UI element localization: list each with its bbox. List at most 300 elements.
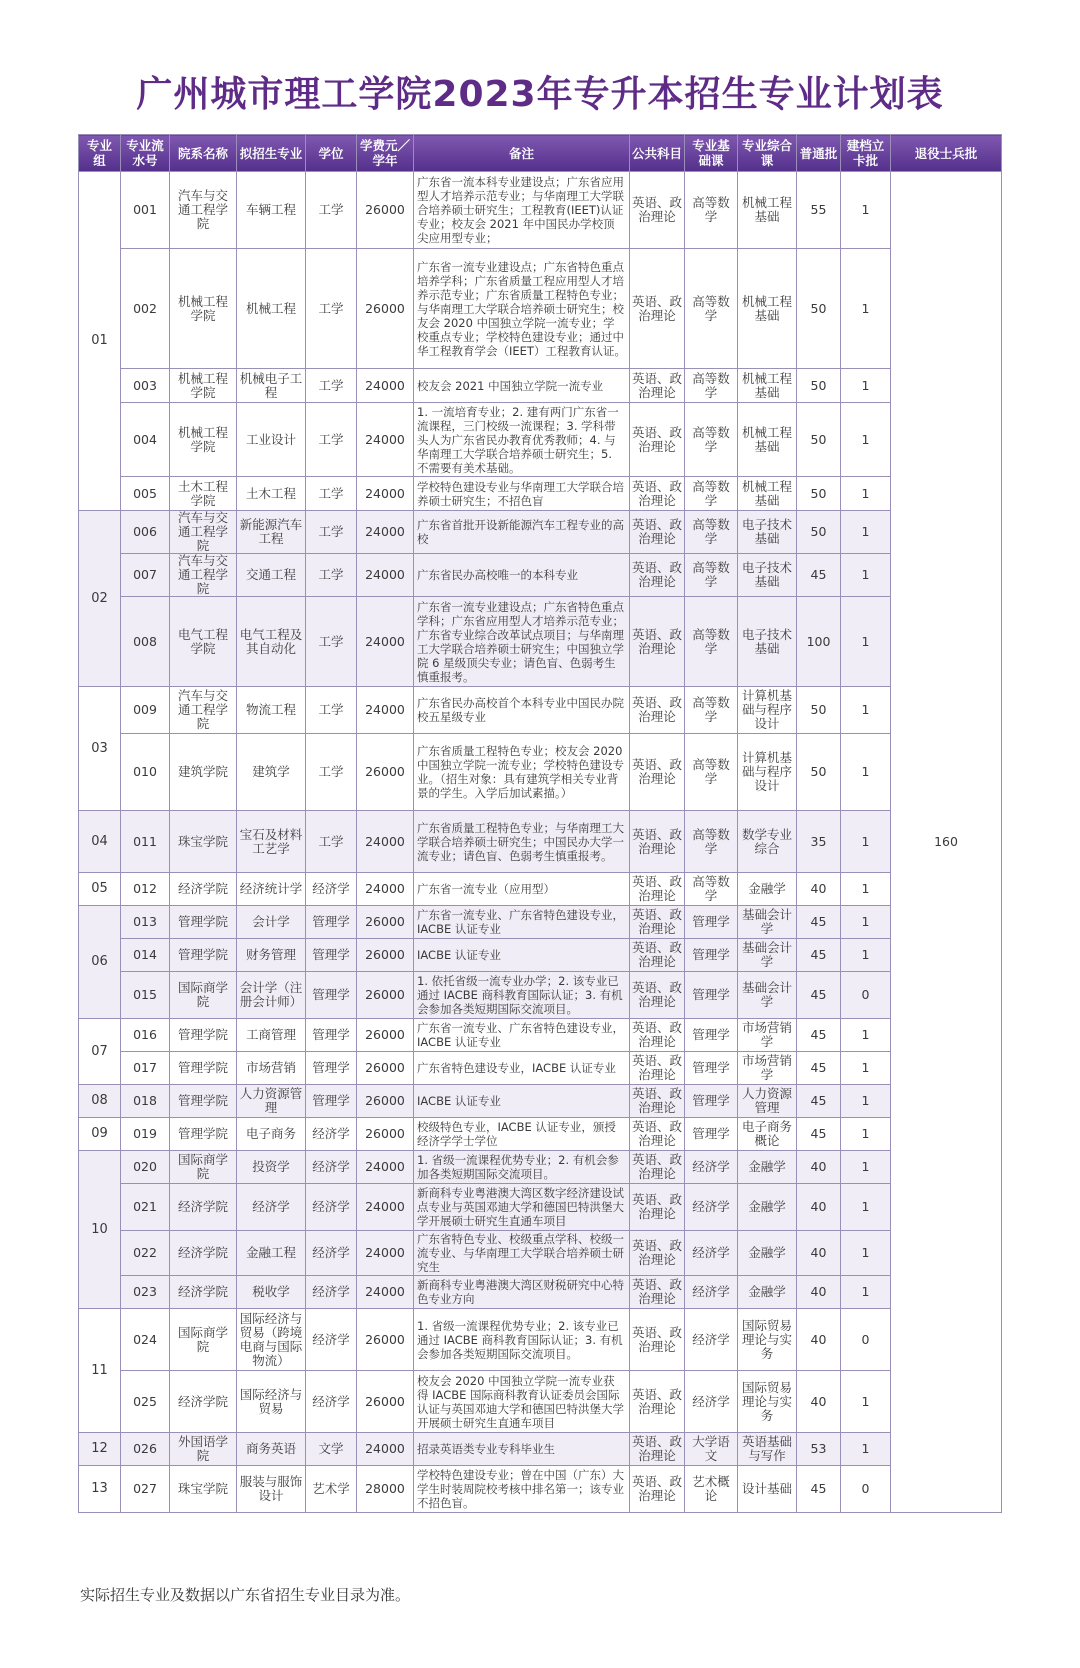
public-cell: 英语、政治理论 <box>630 249 685 369</box>
normal-cell: 50 <box>797 369 841 403</box>
normal-cell: 40 <box>797 1309 841 1371</box>
school-cell: 管理学院 <box>170 1019 237 1052</box>
serial-cell: 027 <box>121 1466 170 1513</box>
school-cell: 经济学院 <box>170 1276 237 1309</box>
public-cell: 英语、政治理论 <box>630 477 685 511</box>
public-cell: 英语、政治理论 <box>630 687 685 734</box>
school-cell: 机械工程学院 <box>170 369 237 403</box>
degree-cell: 经济学 <box>306 1309 357 1371</box>
basic-cell: 经济学 <box>685 1276 738 1309</box>
degree-cell: 工学 <box>306 554 357 597</box>
table-row <box>79 369 1002 403</box>
public-cell: 英语、政治理论 <box>630 554 685 597</box>
basic-cell: 管理学 <box>685 1118 738 1151</box>
table-row <box>79 511 1002 554</box>
normal-cell: 40 <box>797 1276 841 1309</box>
poverty-cell: 0 <box>841 1466 891 1513</box>
serial-cell: 023 <box>121 1276 170 1309</box>
note-cell: IACBE 认证专业 <box>414 939 630 972</box>
serial-cell: 015 <box>121 972 170 1019</box>
note-cell: 校级特色专业，IACBE 认证专业，颁授经济学学士学位 <box>414 1118 630 1151</box>
note-cell: IACBE 认证专业 <box>414 1085 630 1118</box>
note-cell: 广东省民办高校唯一的本科专业 <box>414 554 630 597</box>
normal-cell: 50 <box>797 477 841 511</box>
major-cell: 宝石及材料工艺学 <box>237 811 306 873</box>
note-cell: 广东省一流专业、广东省特色建设专业，IACBE 认证专业 <box>414 1019 630 1052</box>
public-cell: 英语、政治理论 <box>630 1184 685 1231</box>
table-row <box>79 477 1002 511</box>
major-cell: 国际经济与贸易 <box>237 1371 306 1433</box>
school-cell: 建筑学院 <box>170 734 237 811</box>
major-cell: 机械电子工程 <box>237 369 306 403</box>
public-cell: 英语、政治理论 <box>630 972 685 1019</box>
note-cell: 1. 省级一流课程优势专业；2. 该专业已通过 IACBE 商科教育国际认证；3. 有机会参加各类短期国际交流项目。 <box>414 1309 630 1371</box>
degree-cell: 管理学 <box>306 972 357 1019</box>
serial-cell: 008 <box>121 597 170 687</box>
table-row <box>79 1433 1002 1466</box>
serial-cell: 016 <box>121 1019 170 1052</box>
note-cell: 广东省一流专业（应用型） <box>414 873 630 906</box>
degree-cell: 经济学 <box>306 1151 357 1184</box>
public-cell: 英语、政治理论 <box>630 1433 685 1466</box>
group-id-cell: 06 <box>79 906 121 1019</box>
tuition-cell: 24000 <box>357 687 414 734</box>
comp-cell: 机械工程基础 <box>738 403 797 477</box>
degree-cell: 管理学 <box>306 1052 357 1085</box>
major-cell: 土木工程 <box>237 477 306 511</box>
tuition-cell: 24000 <box>357 1276 414 1309</box>
note-cell: 学校特色建设专业与华南理工大学联合培养硕士研究生；不招色盲 <box>414 477 630 511</box>
normal-cell: 45 <box>797 1019 841 1052</box>
serial-cell: 001 <box>121 172 170 249</box>
serial-cell: 011 <box>121 811 170 873</box>
comp-cell: 市场营销学 <box>738 1019 797 1052</box>
poverty-cell: 0 <box>841 972 891 1019</box>
group-id-cell: 05 <box>79 873 121 906</box>
degree-cell: 工学 <box>306 477 357 511</box>
normal-cell: 45 <box>797 972 841 1019</box>
public-cell: 英语、政治理论 <box>630 1231 685 1276</box>
basic-cell: 高等数学 <box>685 687 738 734</box>
normal-cell: 40 <box>797 1184 841 1231</box>
tuition-cell: 26000 <box>357 972 414 1019</box>
comp-cell: 金融学 <box>738 1151 797 1184</box>
degree-cell: 工学 <box>306 687 357 734</box>
school-cell: 国际商学院 <box>170 972 237 1019</box>
degree-cell: 经济学 <box>306 873 357 906</box>
poverty-cell: 1 <box>841 873 891 906</box>
major-cell: 投资学 <box>237 1151 306 1184</box>
group-id-cell: 07 <box>79 1019 121 1085</box>
tuition-cell: 24000 <box>357 369 414 403</box>
school-cell: 珠宝学院 <box>170 1466 237 1513</box>
comp-cell: 英语基础与写作 <box>738 1433 797 1466</box>
tuition-cell: 26000 <box>357 939 414 972</box>
comp-cell: 金融学 <box>738 1184 797 1231</box>
school-cell: 机械工程学院 <box>170 403 237 477</box>
tuition-cell: 26000 <box>357 1118 414 1151</box>
major-cell: 经济学 <box>237 1184 306 1231</box>
comp-cell: 机械工程基础 <box>738 249 797 369</box>
poverty-cell: 1 <box>841 1433 891 1466</box>
poverty-cell: 1 <box>841 369 891 403</box>
note-cell: 新商科专业粤港澳大湾区财税研究中心特色专业方向 <box>414 1276 630 1309</box>
serial-cell: 020 <box>121 1151 170 1184</box>
major-cell: 新能源汽车工程 <box>237 511 306 554</box>
major-cell: 国际经济与贸易（跨境电商与国际物流） <box>237 1309 306 1371</box>
basic-cell: 经济学 <box>685 1309 738 1371</box>
poverty-cell: 1 <box>841 1231 891 1276</box>
serial-cell: 024 <box>121 1309 170 1371</box>
degree-cell: 工学 <box>306 597 357 687</box>
tuition-cell: 24000 <box>357 403 414 477</box>
major-cell: 市场营销 <box>237 1052 306 1085</box>
degree-cell: 工学 <box>306 369 357 403</box>
public-cell: 英语、政治理论 <box>630 1019 685 1052</box>
normal-cell: 35 <box>797 811 841 873</box>
tuition-cell: 26000 <box>357 1309 414 1371</box>
major-cell: 电气工程及其自动化 <box>237 597 306 687</box>
basic-cell: 高等数学 <box>685 511 738 554</box>
major-cell: 会计学 <box>237 906 306 939</box>
normal-cell: 45 <box>797 906 841 939</box>
table-row <box>79 1052 1002 1085</box>
normal-cell: 45 <box>797 939 841 972</box>
major-cell: 财务管理 <box>237 939 306 972</box>
poverty-cell: 1 <box>841 1276 891 1309</box>
table-row <box>79 597 1002 687</box>
table-row <box>79 1151 1002 1184</box>
group-id-cell: 01 <box>79 172 121 511</box>
school-cell: 管理学院 <box>170 939 237 972</box>
serial-cell: 003 <box>121 369 170 403</box>
table-row <box>79 939 1002 972</box>
normal-cell: 45 <box>797 1118 841 1151</box>
public-cell: 英语、政治理论 <box>630 734 685 811</box>
comp-cell: 基础会计学 <box>738 939 797 972</box>
school-cell: 管理学院 <box>170 906 237 939</box>
table-row <box>79 1371 1002 1433</box>
tuition-cell: 24000 <box>357 1231 414 1276</box>
group-id-cell: 04 <box>79 811 121 873</box>
tuition-cell: 24000 <box>357 1151 414 1184</box>
public-cell: 英语、政治理论 <box>630 511 685 554</box>
basic-cell: 高等数学 <box>685 249 738 369</box>
basic-cell: 高等数学 <box>685 172 738 249</box>
public-cell: 英语、政治理论 <box>630 939 685 972</box>
tuition-cell: 26000 <box>357 1052 414 1085</box>
table-row <box>79 172 1002 249</box>
degree-cell: 管理学 <box>306 1019 357 1052</box>
basic-cell: 艺术概论 <box>685 1466 738 1513</box>
note-cell: 校友会 2021 中国独立学院一流专业 <box>414 369 630 403</box>
basic-cell: 管理学 <box>685 906 738 939</box>
school-cell: 管理学院 <box>170 1052 237 1085</box>
degree-cell: 经济学 <box>306 1118 357 1151</box>
poverty-cell: 1 <box>841 1052 891 1085</box>
normal-cell: 45 <box>797 554 841 597</box>
poverty-cell: 1 <box>841 597 891 687</box>
normal-cell: 40 <box>797 1151 841 1184</box>
comp-cell: 电子技术基础 <box>738 511 797 554</box>
major-cell: 工业设计 <box>237 403 306 477</box>
school-cell: 国际商学院 <box>170 1309 237 1371</box>
degree-cell: 管理学 <box>306 906 357 939</box>
basic-cell: 经济学 <box>685 1371 738 1433</box>
school-cell: 国际商学院 <box>170 1151 237 1184</box>
column-header: 学费元／学年 <box>357 135 414 172</box>
poverty-cell: 1 <box>841 1184 891 1231</box>
table-row <box>79 554 1002 597</box>
comp-cell: 计算机基础与程序设计 <box>738 734 797 811</box>
poverty-cell: 1 <box>841 939 891 972</box>
table-row <box>79 811 1002 873</box>
tuition-cell: 26000 <box>357 1085 414 1118</box>
table-row <box>79 1466 1002 1513</box>
tuition-cell: 28000 <box>357 1466 414 1513</box>
public-cell: 英语、政治理论 <box>630 1118 685 1151</box>
normal-cell: 50 <box>797 734 841 811</box>
serial-cell: 021 <box>121 1184 170 1231</box>
degree-cell: 管理学 <box>306 1085 357 1118</box>
group-id-cell: 11 <box>79 1309 121 1433</box>
major-cell: 商务英语 <box>237 1433 306 1466</box>
normal-cell: 100 <box>797 597 841 687</box>
basic-cell: 管理学 <box>685 1019 738 1052</box>
basic-cell: 大学语文 <box>685 1433 738 1466</box>
column-header: 公共科目 <box>630 135 685 172</box>
comp-cell: 国际贸易理论与实务 <box>738 1371 797 1433</box>
comp-cell: 机械工程基础 <box>738 477 797 511</box>
plan-table <box>78 134 1002 1513</box>
comp-cell: 人力资源管理 <box>738 1085 797 1118</box>
group-id-cell: 12 <box>79 1433 121 1466</box>
footer-note: 实际招生专业及数据以广东省招生专业目录为准。 <box>80 1586 411 1604</box>
column-header: 专业综合课 <box>738 135 797 172</box>
group-id-cell: 09 <box>79 1118 121 1151</box>
veteran-quota-cell: 160 <box>891 172 1002 1513</box>
tuition-cell: 26000 <box>357 172 414 249</box>
serial-cell: 018 <box>121 1085 170 1118</box>
group-id-cell: 03 <box>79 687 121 811</box>
basic-cell: 高等数学 <box>685 477 738 511</box>
table-row <box>79 1118 1002 1151</box>
tuition-cell: 24000 <box>357 873 414 906</box>
poverty-cell: 1 <box>841 1019 891 1052</box>
tuition-cell: 24000 <box>357 1433 414 1466</box>
note-cell: 广东省一流专业、广东省特色建设专业，IACBE 认证专业 <box>414 906 630 939</box>
public-cell: 英语、政治理论 <box>630 1151 685 1184</box>
note-cell: 广东省一流专业建设点；广东省特色重点培养学科；广东省质量工程应用型人才培养示范专业；广东省质量工程特色专业；与华南理工大学联合培养硕士研究生；校友会 2020 中国独立学院一流专业；学校重点专业；学校特色建设专业；通过中华工程教育学会（IEET）工程教育认证。 <box>414 249 630 369</box>
public-cell: 英语、政治理论 <box>630 172 685 249</box>
poverty-cell: 1 <box>841 1085 891 1118</box>
poverty-cell: 1 <box>841 403 891 477</box>
public-cell: 英语、政治理论 <box>630 1371 685 1433</box>
column-header: 退役士兵批 <box>891 135 1002 172</box>
degree-cell: 经济学 <box>306 1231 357 1276</box>
poverty-cell: 1 <box>841 906 891 939</box>
basic-cell: 经济学 <box>685 1184 738 1231</box>
note-cell: 广东省一流专业建设点；广东省特色重点学科；广东省应用型人才培养示范专业；广东省专业综合改革试点项目；与华南理工大学联合培养硕士研究生；中国独立学院 6 星级顶尖专业；请色盲、色弱考生慎重报考。 <box>414 597 630 687</box>
basic-cell: 管理学 <box>685 972 738 1019</box>
degree-cell: 工学 <box>306 511 357 554</box>
major-cell: 会计学（注册会计师） <box>237 972 306 1019</box>
table-header-row <box>79 135 1002 172</box>
note-cell: 1. 省级一流课程优势专业；2. 有机会参加各类短期国际交流项目。 <box>414 1151 630 1184</box>
major-cell: 人力资源管理 <box>237 1085 306 1118</box>
table-row <box>79 972 1002 1019</box>
note-cell: 新商科专业粤港澳大湾区数字经济建设试点专业与英国邓迪大学和德国巴特洪堡大学开展硕士研究生直通车项目 <box>414 1184 630 1231</box>
basic-cell: 高等数学 <box>685 811 738 873</box>
group-id-cell: 02 <box>79 511 121 687</box>
tuition-cell: 24000 <box>357 554 414 597</box>
comp-cell: 电子技术基础 <box>738 597 797 687</box>
poverty-cell: 1 <box>841 811 891 873</box>
table-row <box>79 1085 1002 1118</box>
table-row <box>79 906 1002 939</box>
plan-table-container <box>78 134 1001 1513</box>
basic-cell: 经济学 <box>685 1231 738 1276</box>
comp-cell: 机械工程基础 <box>738 172 797 249</box>
poverty-cell: 1 <box>841 249 891 369</box>
normal-cell: 45 <box>797 1052 841 1085</box>
table-row <box>79 1309 1002 1371</box>
poverty-cell: 1 <box>841 511 891 554</box>
column-header: 备注 <box>414 135 630 172</box>
public-cell: 英语、政治理论 <box>630 369 685 403</box>
table-body <box>79 172 1002 1513</box>
column-header: 专业组 <box>79 135 121 172</box>
serial-cell: 006 <box>121 511 170 554</box>
table-row <box>79 1019 1002 1052</box>
group-id-cell: 10 <box>79 1151 121 1309</box>
table-row <box>79 1276 1002 1309</box>
school-cell: 汽车与交通工程学院 <box>170 554 237 597</box>
comp-cell: 电子技术基础 <box>738 554 797 597</box>
tuition-cell: 26000 <box>357 1371 414 1433</box>
table-row <box>79 249 1002 369</box>
normal-cell: 50 <box>797 403 841 477</box>
tuition-cell: 24000 <box>357 811 414 873</box>
note-cell: 广东省民办高校首个本科专业中国民办院校五星级专业 <box>414 687 630 734</box>
basic-cell: 管理学 <box>685 1052 738 1085</box>
serial-cell: 013 <box>121 906 170 939</box>
basic-cell: 高等数学 <box>685 873 738 906</box>
public-cell: 英语、政治理论 <box>630 597 685 687</box>
normal-cell: 53 <box>797 1433 841 1466</box>
normal-cell: 50 <box>797 511 841 554</box>
school-cell: 电气工程学院 <box>170 597 237 687</box>
note-cell: 广东省质量工程特色专业；与华南理工大学联合培养硕士研究生；中国民办大学一流专业；请色盲、色弱考生慎重报考。 <box>414 811 630 873</box>
poverty-cell: 1 <box>841 1151 891 1184</box>
column-header: 建档立卡批 <box>841 135 891 172</box>
serial-cell: 007 <box>121 554 170 597</box>
note-cell: 广东省一流本科专业建设点；广东省应用型人才培养示范专业；与华南理工大学联合培养硕士研究生；工程教育(IEET)认证专业；校友会 2021 年中国民办学校顶尖应用型专业； <box>414 172 630 249</box>
tuition-cell: 26000 <box>357 249 414 369</box>
comp-cell: 机械工程基础 <box>738 369 797 403</box>
degree-cell: 工学 <box>306 734 357 811</box>
group-id-cell: 08 <box>79 1085 121 1118</box>
major-cell: 车辆工程 <box>237 172 306 249</box>
school-cell: 经济学院 <box>170 1371 237 1433</box>
table-row <box>79 873 1002 906</box>
poverty-cell: 0 <box>841 1309 891 1371</box>
degree-cell: 经济学 <box>306 1371 357 1433</box>
public-cell: 英语、政治理论 <box>630 906 685 939</box>
public-cell: 英语、政治理论 <box>630 403 685 477</box>
school-cell: 机械工程学院 <box>170 249 237 369</box>
degree-cell: 经济学 <box>306 1276 357 1309</box>
normal-cell: 55 <box>797 172 841 249</box>
comp-cell: 数学专业综合 <box>738 811 797 873</box>
serial-cell: 004 <box>121 403 170 477</box>
comp-cell: 金融学 <box>738 873 797 906</box>
public-cell: 英语、政治理论 <box>630 873 685 906</box>
tuition-cell: 26000 <box>357 906 414 939</box>
comp-cell: 金融学 <box>738 1231 797 1276</box>
major-cell: 工商管理 <box>237 1019 306 1052</box>
table-row <box>79 1231 1002 1276</box>
major-cell: 服装与服饰设计 <box>237 1466 306 1513</box>
serial-cell: 002 <box>121 249 170 369</box>
degree-cell: 经济学 <box>306 1184 357 1231</box>
tuition-cell: 26000 <box>357 734 414 811</box>
poverty-cell: 1 <box>841 477 891 511</box>
serial-cell: 012 <box>121 873 170 906</box>
public-cell: 英语、政治理论 <box>630 1052 685 1085</box>
school-cell: 汽车与交通工程学院 <box>170 511 237 554</box>
serial-cell: 009 <box>121 687 170 734</box>
serial-cell: 026 <box>121 1433 170 1466</box>
comp-cell: 市场营销学 <box>738 1052 797 1085</box>
comp-cell: 计算机基础与程序设计 <box>738 687 797 734</box>
public-cell: 英语、政治理论 <box>630 1309 685 1371</box>
note-cell: 招录英语类专业专科毕业生 <box>414 1433 630 1466</box>
basic-cell: 管理学 <box>685 939 738 972</box>
note-cell: 1. 一流培育专业；2. 建有两门广东省一流课程，三门校级一流课程；3. 学科带头人为广东省民办教育优秀教师；4. 与华南理工大学联合培养硕士研究生；5. 不需要有美术基础。 <box>414 403 630 477</box>
normal-cell: 40 <box>797 1371 841 1433</box>
tuition-cell: 24000 <box>357 597 414 687</box>
poverty-cell: 1 <box>841 1371 891 1433</box>
degree-cell: 工学 <box>306 811 357 873</box>
major-cell: 交通工程 <box>237 554 306 597</box>
serial-cell: 010 <box>121 734 170 811</box>
major-cell: 税收学 <box>237 1276 306 1309</box>
major-cell: 电子商务 <box>237 1118 306 1151</box>
basic-cell: 高等数学 <box>685 597 738 687</box>
poverty-cell: 1 <box>841 687 891 734</box>
poverty-cell: 1 <box>841 1118 891 1151</box>
table-row <box>79 1184 1002 1231</box>
public-cell: 英语、政治理论 <box>630 811 685 873</box>
poverty-cell: 1 <box>841 734 891 811</box>
comp-cell: 基础会计学 <box>738 906 797 939</box>
column-header: 专业基础课 <box>685 135 738 172</box>
tuition-cell: 24000 <box>357 477 414 511</box>
public-cell: 英语、政治理论 <box>630 1085 685 1118</box>
column-header: 拟招生专业 <box>237 135 306 172</box>
serial-cell: 017 <box>121 1052 170 1085</box>
note-cell: 学校特色建设专业；曾在中国（广东）大学生时装周院校考核中排名第一；该专业不招色盲。 <box>414 1466 630 1513</box>
normal-cell: 40 <box>797 873 841 906</box>
serial-cell: 022 <box>121 1231 170 1276</box>
basic-cell: 经济学 <box>685 1151 738 1184</box>
note-cell: 1. 依托省级一流专业办学；2. 该专业已通过 IACBE 商科教育国际认证；3. 有机会参加各类短期国际交流项目。 <box>414 972 630 1019</box>
basic-cell: 高等数学 <box>685 734 738 811</box>
note-cell: 广东省质量工程特色专业；校友会 2020 中国独立学院一流专业；学校特色建设专业。（招生对象：具有建筑学相关专业背景的学生。入学后加试素描。） <box>414 734 630 811</box>
group-id-cell: 13 <box>79 1466 121 1513</box>
school-cell: 管理学院 <box>170 1118 237 1151</box>
